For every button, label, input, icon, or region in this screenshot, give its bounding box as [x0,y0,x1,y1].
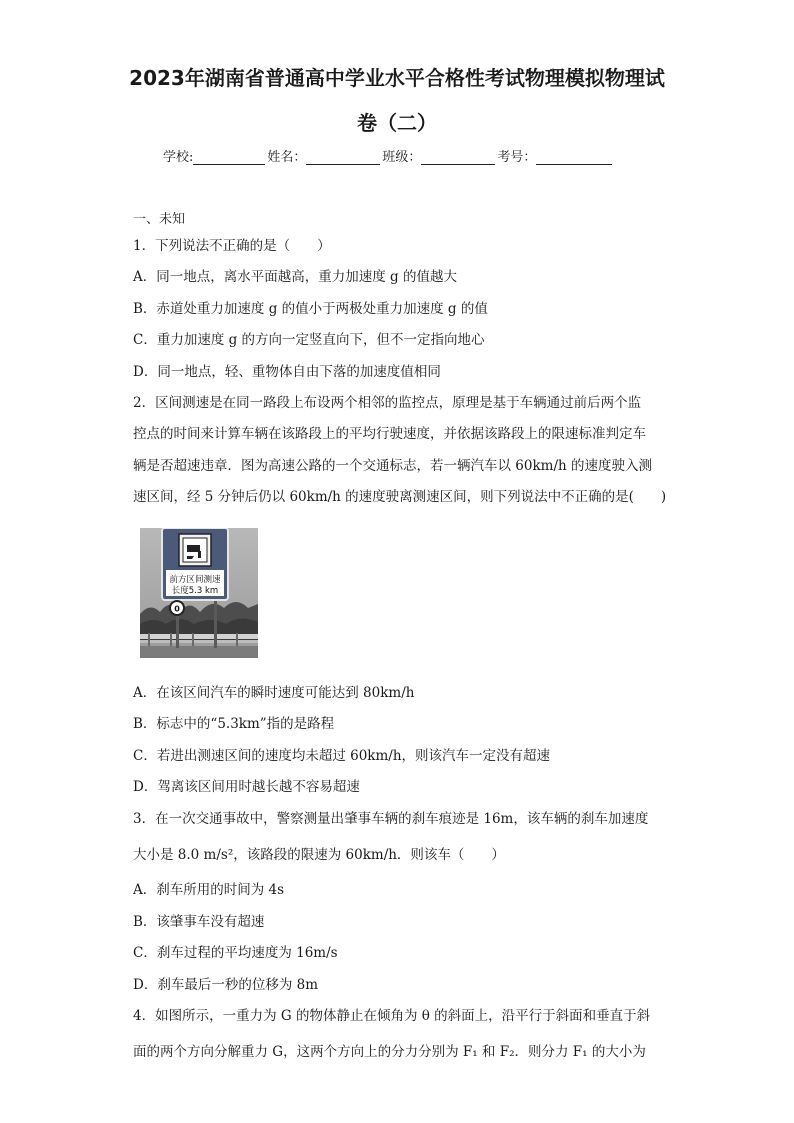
q1-option-c: C．重力加速度 g 的方向一定竖直向下，但不一定指向地心 [133,332,485,348]
q2-option-b: B．标志中的“5.3km”指的是路程 [133,716,335,732]
q3-stem-line: 大小是 8.0 m/s²，该路段的限速为 60km/h．则该车（ ） [133,847,505,863]
q3-stem-line: 3．在一次交通事故中，警察测量出肇事车辆的刹车痕迹是 16m，该车辆的刹车加速度 [133,811,649,827]
speed-limit-sign: 0 [174,604,180,614]
sign-text-line2: 长度5.3 km [171,586,219,596]
q3-option-a: A．刹车所用的时间为 4s [133,882,285,898]
q2-option-d: D．驾离该区间用时越长越不容易超速 [133,779,360,795]
q3-option-b: B．该肇事车没有超速 [133,914,265,930]
traffic-sign-illustration [140,528,258,658]
q3-option-c: C．刹车过程的平均速度为 16m/s [133,945,338,961]
number-label: 考号： [497,150,537,165]
exam-title-line2: 卷（二） [357,111,437,135]
name-field[interactable] [306,150,380,165]
q4-stem-line: 4．如图所示，一重力为 G 的物体静止在倾角为 θ 的斜面上，沿平行于斜面和垂直于斜 [133,1008,651,1024]
class-label: 班级： [382,150,422,165]
student-info-line [163,146,614,165]
class-field[interactable] [421,150,495,165]
q3-option-d: D．刹车最后一秒的位移为 8m [133,977,319,993]
name-label: 姓名： [267,150,307,165]
q1-option-d: D．同一地点，轻、重物体自由下落的加速度值相同 [133,364,441,380]
exam-title-line1: 2023年湖南省普通高中学业水平合格性考试物理模拟物理试 [129,66,665,90]
q2-option-c: C．若进出测速区间的速度均未超过 60km/h，则该汽车一定没有超速 [133,748,551,764]
q1-option-b: B．赤道处重力加速度 g 的值小于两极处重力加速度 g 的值 [133,301,488,317]
section-title: 一、未知 [133,212,186,227]
q1-stem: 1．下列说法不正确的是（ ） [133,238,331,254]
sign-text-line1: 前方区间测速 [169,575,221,585]
q2-option-a: A．在该区间汽车的瞬时速度可能达到 80km/h [133,685,415,701]
school-field[interactable] [193,150,265,165]
q4-stem-line: 面的两个方向分解重力 G，这两个方向上的分力分别为 F₁ 和 F₂．则分力 F₁ 的大小为 [133,1044,646,1060]
q1-option-a: A．同一地点，离水平面越高，重力加速度 g 的值越大 [133,269,457,285]
q2-stem-line: 控点的时间来计算车辆在该路段上的平均行驶速度，并依据该路段上的限速标准判定车 [133,426,646,442]
school-label: 学校: [163,150,194,165]
q2-stem-line: 辆是否超速违章．图为高速公路的一个交通标志，若一辆汽车以 60km/h 的速度驶入测 [133,458,652,474]
traffic-sign-photo [140,528,258,658]
number-field[interactable] [536,150,612,165]
q2-stem-line: 速区间，经 5 分钟后仍以 60km/h 的速度驶离测速区间，则下列说法中不正确的是( ) [133,489,667,505]
q2-stem-line: 2．区间测速是在同一路段上布设两个相邻的监控点，原理是基于车辆通过前后两个监 [133,395,642,411]
